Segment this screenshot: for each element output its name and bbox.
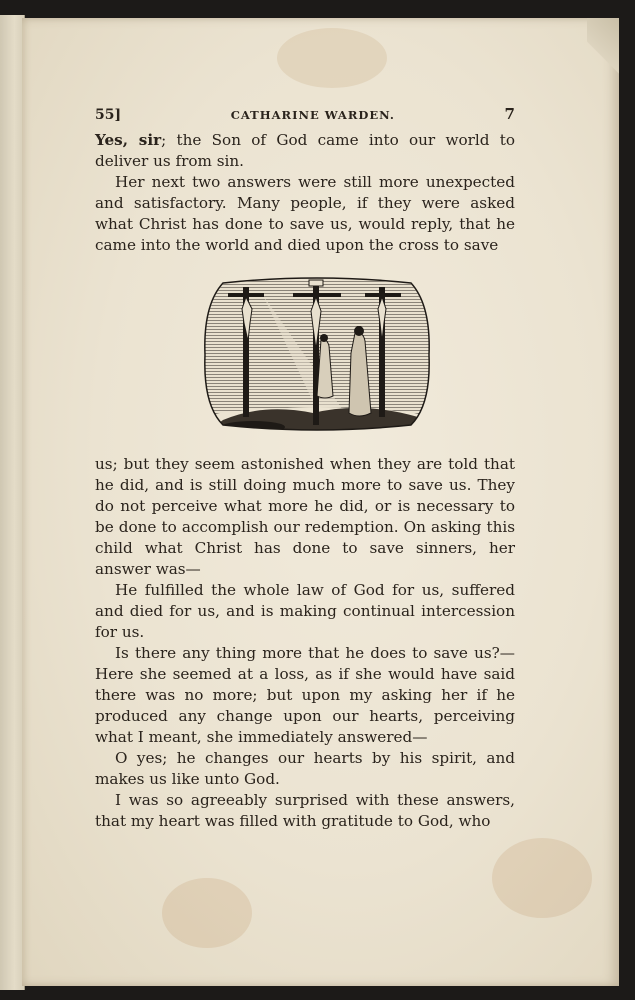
running-title: CATHARINE WARDEN. (230, 108, 395, 122)
paragraph (95, 130, 515, 172)
upper-text (95, 130, 515, 256)
paragraph: Is there any thing more that he does to save us?—Here she seemed at a loss, as if she would have said there was no more; but upon my asking her if he produced any change upon our hearts, perceiving what I meant, she immediately answered— (95, 644, 515, 746)
paragraph (95, 172, 515, 256)
page-number: 7 (504, 105, 515, 123)
page-corner (587, 18, 619, 78)
paper-stain (162, 878, 252, 948)
paragraph: O yes; he changes our hearts by his spirit, and makes us like unto God. (95, 749, 515, 788)
lower-text (95, 454, 515, 832)
paragraph: us; but they seem astonished when they are told that he did, and is still doing much more to save us. They do not perceive what more he did, or is necessary to be done to accomplish our redemption. On asking this child what Christ has done to save sinners, her answer was— (95, 455, 515, 578)
answer-lead: Yes, sir (95, 131, 162, 149)
paragraph: He fulfilled the whole law of God for us, suffered and died for us, and is making continual intercession for us. (95, 581, 515, 641)
paragraph: I was so agreeably surprised with these answers, that my heart was filled with gratitude to God, who (95, 791, 515, 830)
page-header (95, 105, 515, 125)
crucifixion-engraving-icon (203, 275, 431, 435)
paper-stain (277, 28, 387, 88)
signature-mark: 55] (95, 107, 122, 123)
paper-stain (492, 838, 592, 918)
paragraph-text: Her next two answers were still more unexpected and satisfactory. Many people, if they were asked what Christ has done to save us, would reply, that he came into the world and died upon the cross to save (95, 173, 515, 254)
paragraph-text: ; the Son of God came into our world to deliver us from sin. (95, 131, 515, 170)
